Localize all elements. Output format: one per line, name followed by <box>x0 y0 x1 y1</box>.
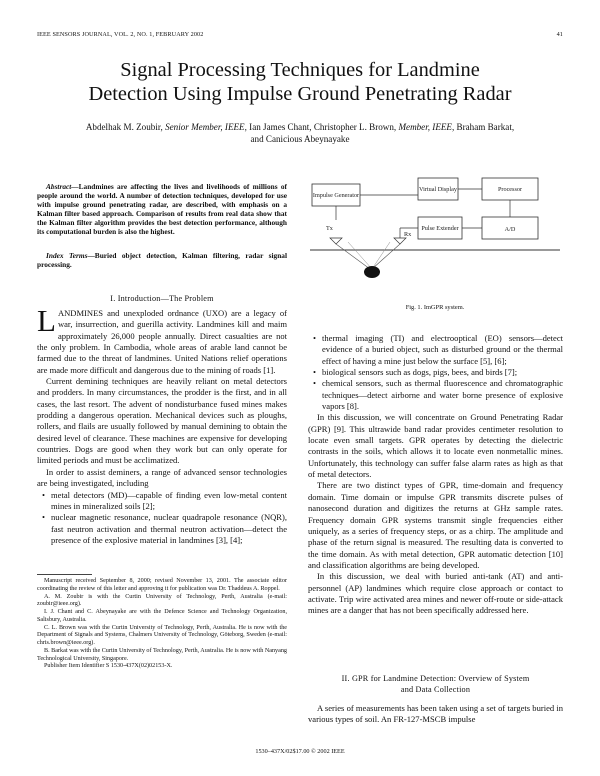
copyright-footer: 1530–437X/02$17.00 © 2002 IEEE <box>255 748 345 755</box>
section-1-heading: I. Introduction—The Problem <box>110 294 214 303</box>
footnote: B. Barkat was with the Curtin University of Technology, Perth, Australia. He is now with Nanyang Technological University, Singapore. <box>37 647 287 662</box>
author-1: Abdelhak M. Zoubir, <box>85 122 163 132</box>
intro-paragraph-1: ANDMINES and unexploded ordnance (UXO) are a legacy of war, insurrection, and guerilla activity. Landmines kill and maim approximately 26,000 people annually. Direct casualties are not the only problem. In Cambodia, whole areas of arable land cannot be farmed due to the threat of landmines. United Nations relief operations are made more difficult and dangerous due to the mining of roads [1]. <box>37 308 287 375</box>
intro-paragraph-6: In this discussion, we deal with buried anti-tank (AT) and anti-personnel (AP) landmines which require close approach or contact to activate. Trip wire activated area mines and newer off-route or side-attack mines are a danger that has not been specifically addressed here. <box>308 571 563 616</box>
figure-caption: Fig. 1. ImGPR system. <box>405 304 465 311</box>
intro-paragraph-4: In this discussion, we will concentrate on Ground Penetrating Radar (GPR) [9]. This ultrawide band radar provides centimeter resolution to locate even small targets. GPR operates by detecting the dielectric contrasts in the soils, which allows it to locate even nonmetallic mines. Unfortunately, this technology can suffer false alarm rates as high as that of metal detectors. <box>308 412 563 480</box>
sensor-list-right <box>308 333 563 412</box>
footnotes <box>37 578 287 671</box>
page-number: 41 <box>556 31 563 38</box>
tx-antenna-icon <box>330 238 342 244</box>
index-terms-label: Index Terms— <box>46 251 95 260</box>
intro-paragraph-5: There are two distinct types of GPR, time-domain and frequency domain. Time domain or impulse GPR transmits discrete pulses of nanosecond duration and digitizes the returns at GHz sample rates. Frequency domain GPR systems transmit single frequencies either uniquely, as a series of frequency steps, or as a chirp. The amplitude and phase of the return signal is measured. The resulting data is converted to the time domain. As with metal detection, GPR automatic detection [10] and classification algorithms are being developed. <box>308 480 563 570</box>
section-2-heading: II. GPR for Landmine Detection: Overview of System and Data Collection <box>341 674 530 694</box>
left-column-body <box>37 303 287 546</box>
list-item: • biological sensors such as dogs, pigs, bees, and birds [7]; <box>308 367 563 378</box>
abstract-label: Abstract— <box>46 182 79 191</box>
pulse-extender-label: Pulse Extender <box>421 225 459 232</box>
section-2-paragraph-1: A series of measurements has been taken using a set of targets buried in various types of soil. An FR-127-MSCB impulse <box>308 703 563 725</box>
abstract <box>37 182 287 236</box>
rx-antenna-icon <box>394 238 406 244</box>
title-line-1: Signal Processing Techniques for Landmine <box>120 59 480 81</box>
ad-converter-label: A/D <box>504 226 516 233</box>
author-3-role: Member, IEEE, <box>398 122 455 132</box>
author-list <box>30 122 570 145</box>
paper-title <box>30 58 570 106</box>
index-terms <box>37 251 287 269</box>
sensor-list-left <box>37 490 287 547</box>
author-5: and Canicious Abeynayake <box>250 133 350 144</box>
rx-antenna-label: Rx <box>404 231 412 238</box>
list-item: • chemical sensors, such as thermal fluorescence and chromatographic techniques—detect airborne and water borne presence of explosive vapors [8]. <box>308 378 563 412</box>
intro-paragraph-2: Current demining techniques are heavily reliant on metal detectors and prodders. In many circumstances, the prodder is the first, and in all cases, the last resort. The advent of nondisturbance fused mines makes prodding a dangerous operation. Mechanical devices such as ploughs, rollers, and flails are usually followed by manual demining to obtain the desired level of clearance. These machines are expensive for developing countries. Dogs are good when they work but can only operate for limited periods and must be acclimatized. <box>37 376 287 466</box>
journal-header: IEEE SENSORS JOURNAL, VOL. 2, NO. 1, FEBRUARY 2002 <box>37 31 204 38</box>
footnote: A. M. Zoubir is with the Curtin University of Technology, Perth, Australia (e-mail: zoubir@ieee.org). <box>37 593 287 608</box>
dropcap-letter: L <box>37 303 56 338</box>
list-item: • nuclear magnetic resonance, nuclear quadrapole resonance (NQR), fast neutron activation and thermal neutron activation—detect the presence of the explosive material in landmines [3], [4]; <box>37 512 287 546</box>
footnote: Manuscript received September 8, 2000; revised November 13, 2001. The associate editor coordinating the review of this letter and approving it for publication was Dr. Thaddeus A. Roppel. <box>37 578 287 592</box>
footnote-rule <box>37 574 92 575</box>
footnote: I. J. Chant and C. Abeynayake are with the Defence Science and Technology Organization, Salisbury, Australia. <box>37 609 287 623</box>
buried-mine-icon <box>364 266 380 278</box>
section-2-body <box>308 703 563 726</box>
tx-antenna-label: Tx <box>326 225 333 232</box>
footnote: Publisher Item Identifier S 1530-437X(02)02153-X. <box>44 663 173 670</box>
virtual-display-label: Virtual Display <box>419 186 457 193</box>
list-item: • metal detectors (MD)—capable of finding even low-metal content mines in mineralized soils [2]; <box>37 490 287 513</box>
intro-paragraph-3: In order to assist deminers, a range of advanced sensor technologies are being investigated, including <box>37 466 287 489</box>
gpr-system-figure <box>300 172 570 288</box>
index-terms-text: Buried object detection, Kalman filtering, radar signal processing. <box>37 251 287 270</box>
right-column-body <box>308 333 563 617</box>
impulse-generator-label: Impulse Generator <box>312 192 360 199</box>
title-line-2: Detection Using Impulse Ground Penetrating Radar <box>88 83 512 105</box>
list-item: • thermal imaging (TI) and electrooptical (EO) sensors—detect evidence of a buried object, such as disturbed ground or the thermal effect of having a mine just below the surface [5], [6]; <box>308 333 563 367</box>
footnote: C. L. Brown was with the Curtin University of Technology, Perth, Australia. He is now with the Department of Signals and Systems, Chalmers University of Technology, Göteborg, Sweden (e-mail: chris.brown@ieee.org). <box>37 624 287 646</box>
author-2-3: Ian James Chant, Christopher L. Brown, <box>249 122 397 132</box>
processor-label: Processor <box>497 186 523 193</box>
author-4: Braham Barkat, <box>456 122 515 132</box>
author-1-role: Senior Member, IEEE, <box>165 122 247 132</box>
abstract-text: Landmines are affecting the lives and livelihoods of millions of people around the world. A number of detection techniques, developed for use with impulse ground penetrating radar, are described, with emphasis on a Kalman filter based approach. Comparison of results from real data show that the Kalman filter algorithm provides the best detection performance, although its computational burden is also the highest. <box>37 182 287 237</box>
